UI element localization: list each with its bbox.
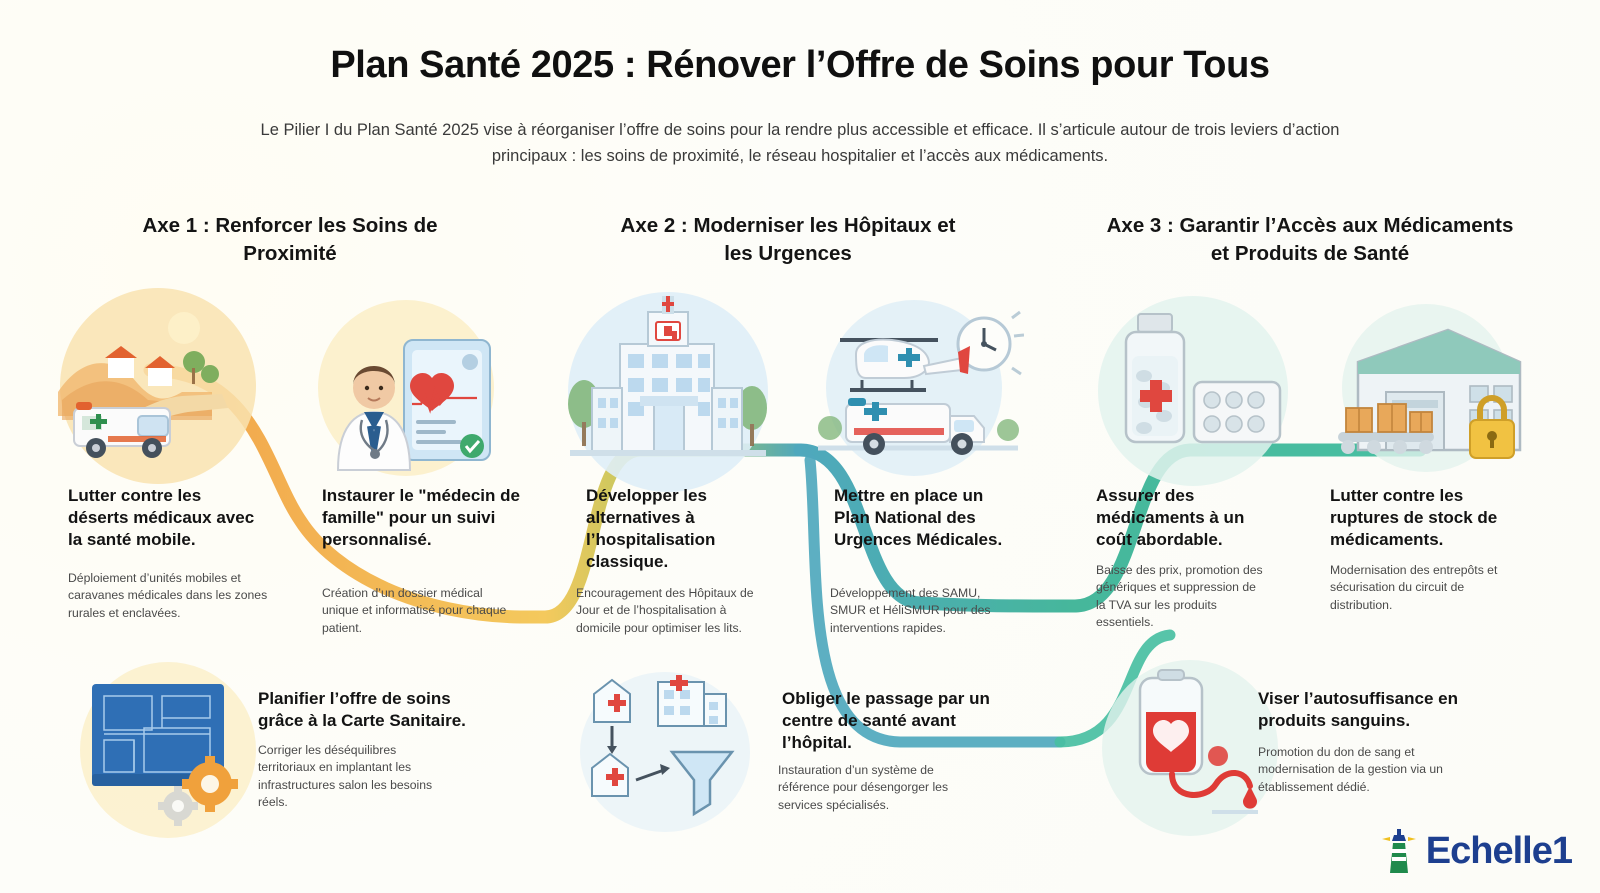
brand-name-suffix: 1: [1551, 829, 1572, 872]
axis-heading-1: Axe 1 : Renforcer les Soins de Proximité: [142, 214, 438, 265]
item-desc-2-3: Instauration d’un système de référence pour désengorger les services spécialisés.: [778, 763, 949, 812]
item-title-1-3: Planifier l’offre de soins grâce à la Carte Sanitaire.: [258, 689, 466, 731]
item-desc-2-2: Développement des SAMU, SMUR et HéliSMUR pour des interventions rapides.: [830, 586, 991, 635]
item-title-1-2: Instaurer le "médecin de famille" pour un suivi personnalisé.: [322, 486, 520, 550]
item-title-3-1: Assurer des médicaments à un coût abordable.: [1096, 486, 1245, 550]
axis-heading-3: Axe 3 : Garantir l’Accès aux Médicaments et Produits de Santé: [1106, 214, 1514, 265]
blueprint-gear-icon: [78, 666, 268, 836]
medicine-bottle-pills-icon: [1094, 296, 1300, 486]
page-title: Plan Santé 2025 : Rénover l’Offre de Soins pour Tous: [330, 44, 1270, 86]
item-desc-3-3: Promotion du don de sang et modernisation de la gestion via un établissement dédié.: [1258, 745, 1443, 794]
helicopter-ambulance-icon: [812, 296, 1024, 486]
ambulance-rural-icon: [52, 296, 268, 486]
page-subtitle: Le Pilier I du Plan Santé 2025 vise à réorganiser l’offre de soins pour la rendre plus accessible et efficace. Il s’articule autour de trois leviers d’action principaux : les soins de proximité, le réseau hospitalier et l’accès aux médicaments.: [260, 121, 1340, 165]
doctor-tablet-icon: [312, 300, 502, 480]
item-desc-1-3: Corriger les déséquilibres territoriaux en implantant les infrastructures salon les besoins réels.: [258, 743, 433, 809]
item-desc-1-1: Déploiement d’unités mobiles et caravanes médicales dans les zones rurales et enclavées.: [68, 571, 268, 620]
brand-name-text: Echelle: [1425, 829, 1552, 872]
item-title-2-3: Obliger le passage par un centre de santé avant l’hôpital.: [782, 689, 990, 753]
brand-name: [1426, 830, 1572, 873]
item-desc-3-2: Modernisation des entrepôts et sécurisation du circuit de distribution.: [1330, 563, 1498, 612]
item-title-1-1: Lutter contre les déserts médicaux avec la santé mobile.: [68, 486, 255, 550]
item-desc-3-1: Baisse des prix, promotion des génériques et suppression de la TVA sur les produits essentiels.: [1096, 563, 1263, 629]
item-desc-2-1: Encouragement des Hôpitaux de Jour et de l’hospitalisation à domicile pour optimiser les lits.: [576, 586, 754, 635]
brand-logo: [1376, 827, 1572, 875]
lighthouse-icon: [1376, 827, 1422, 875]
item-title-2-1: Développer les alternatives à l’hospitalisation classique.: [586, 486, 716, 572]
axis-heading-2: Axe 2 : Moderniser les Hôpitaux et les Urgences: [620, 214, 956, 265]
warehouse-lock-icon: [1330, 300, 1530, 480]
item-title-2-2: Mettre en place un Plan National des Urgences Médicales.: [834, 486, 1003, 550]
item-title-3-2: Lutter contre les ruptures de stock de médicaments.: [1330, 486, 1498, 550]
referral-funnel-icon: [578, 672, 768, 832]
hospital-building-icon: [562, 292, 774, 488]
item-title-3-3: Viser l’autosuffisance en produits sanguins.: [1258, 689, 1458, 731]
item-desc-1-2: Création d’un dossier médical unique et informatisé pour chaque patient.: [322, 586, 507, 635]
